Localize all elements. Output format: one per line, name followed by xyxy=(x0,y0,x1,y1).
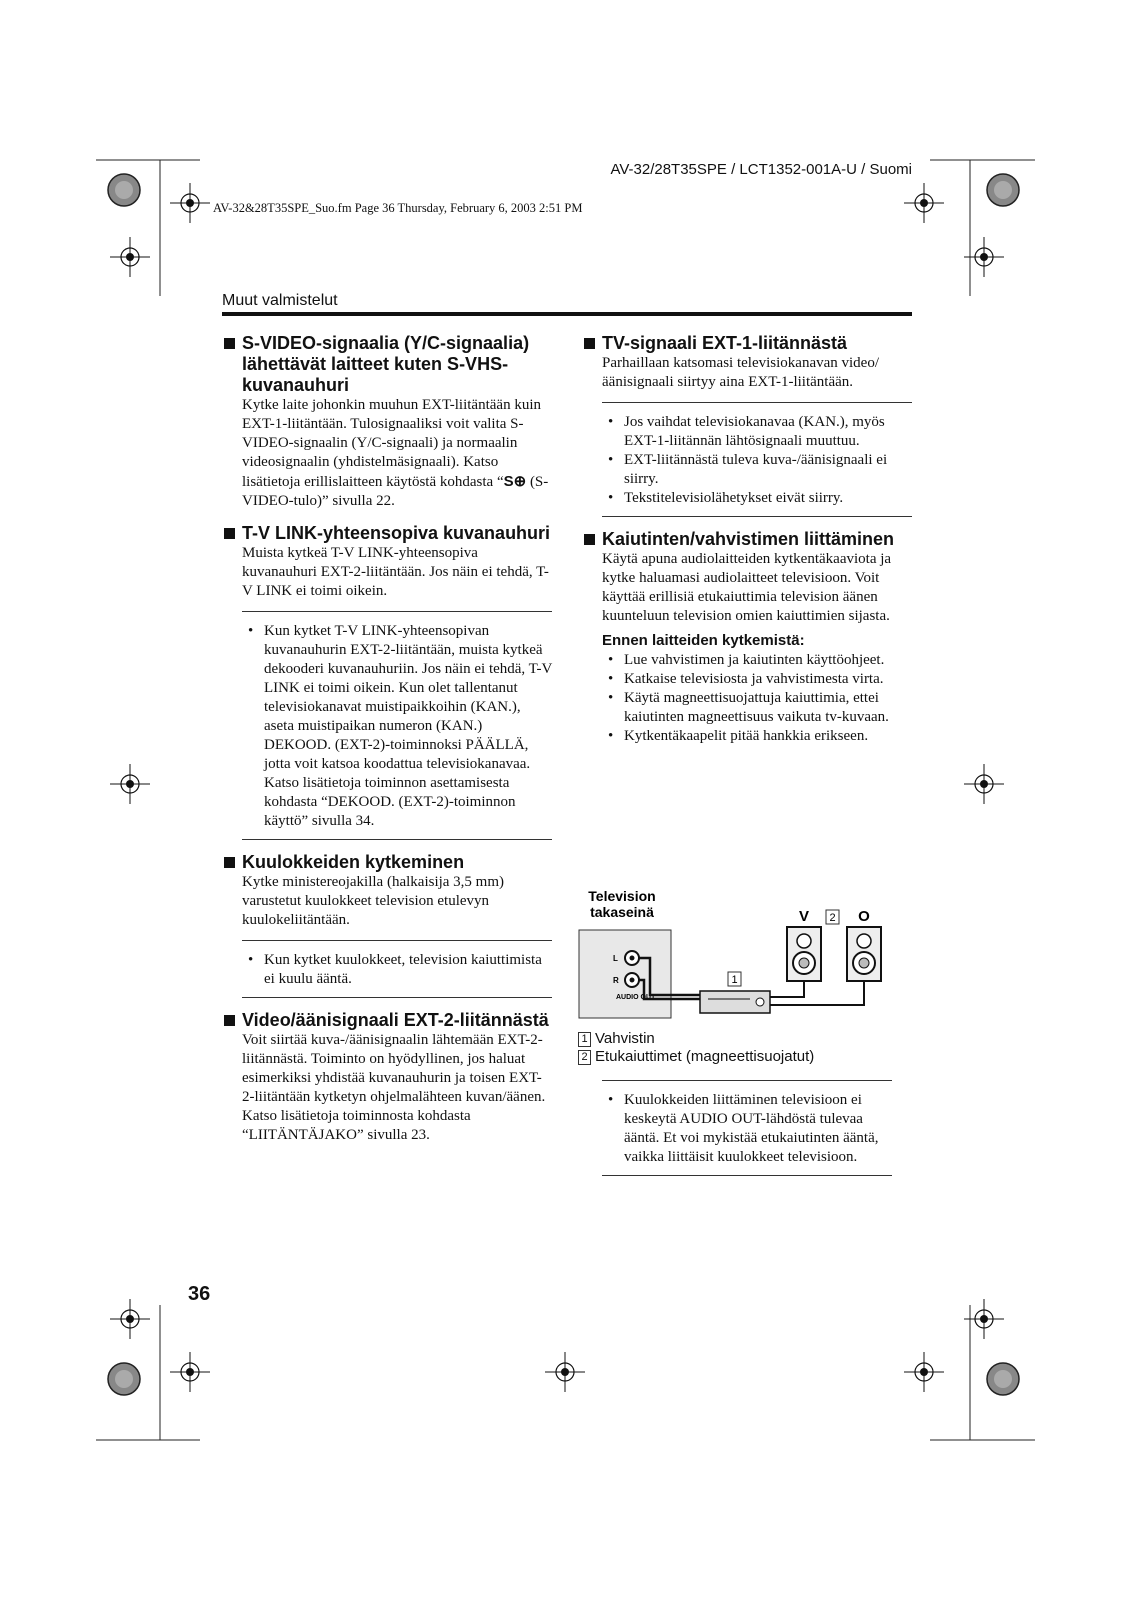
left-speaker-label: V xyxy=(798,908,810,925)
list-item: • Käytä magneettisuojattuja kaiuttimia, ettei kaiutinten magneettisuus vaikuta tv-kuvaan. xyxy=(602,689,912,727)
crosshair-mark-bottom-left xyxy=(170,1352,210,1392)
star-target-top-right xyxy=(985,172,1021,208)
model-header: AV-32/28T35SPE / LCT1352-001A-U / Suomi xyxy=(610,161,912,178)
star-target-bottom-right xyxy=(985,1361,1021,1397)
ext1-notes xyxy=(602,402,912,517)
ext1-body: Parhaillaan katsomasi televisiokanavan video/äänisignaali siirtyy aina EXT-1-liitäntään. xyxy=(602,355,880,390)
section-label: Muut valmistelut xyxy=(222,292,338,309)
ext1-note-item: • Tekstitelevisiolähetykset eivät siirry. xyxy=(602,489,912,508)
ext1-heading: TV-signaali EXT-1-liitännästä xyxy=(582,333,912,354)
before-connecting-subheading: Ennen laitteiden kytkemistä: xyxy=(602,632,805,649)
crosshair-mark-top-right xyxy=(904,183,944,223)
diagram-legend xyxy=(578,1030,814,1066)
crosshair-mark-left-middle xyxy=(110,764,150,804)
tv-link-note xyxy=(242,611,552,840)
list-item: • Katkaise televisiosta ja vahvistimesta virta. xyxy=(602,670,912,689)
s-input-symbol: S⊕ xyxy=(503,473,527,490)
file-info-line: AV-32&28T35SPE_Suo.fm Page 36 Thursday, February 6, 2003 2:51 PM xyxy=(213,201,583,215)
list-item: • Lue vahvistimen ja kaiutinten käyttöohjeet. xyxy=(602,651,912,670)
crosshair-mark-left-upper xyxy=(110,237,150,277)
tv-rear-label-2: takaseinä xyxy=(590,904,654,920)
left-column xyxy=(222,333,552,1145)
headphones-note-item: • Kun kytket kuulokkeet, television kaiuttimista ei kuulu ääntä. xyxy=(242,951,552,989)
tv-link-note-item: • Kun kytket T-V LINK-yhteensopivan kuvanauhurin EXT-2-liitäntään, muista kytkeä dekooderi kuvanauhuriin. Jos näin ei tehdä, T-V LINK ei toimi oikein. Kun olet tallentanut televisiokanavat muistipaikkoihin (KAN.), aseta muistipaikan numeron (KAN.) DEKOOD. (EXT-2)-toiminnoksi PÄÄLLÄ, jotta voit katsoa koodattua televisiokanavaa. Katso lisätietoja toiminnon asettamisesta kohdasta “DEKOOD. (EXT-2)-toiminnon käyttö” sivulla 34. xyxy=(242,622,552,831)
star-target-top-left xyxy=(106,172,142,208)
legend-item-speakers: 2 Etukaiuttimet (magneettisuojatut) xyxy=(578,1048,814,1066)
tv-rear-panel xyxy=(579,930,671,1018)
audio-out-label: AUDIO OUT xyxy=(616,994,656,1001)
s-video-heading: S-VIDEO-signaalia (Y/C-signaalia) lähettävät laitteet kuten S-VHS-kuvanauhuri xyxy=(222,333,552,396)
crosshair-mark-right-middle xyxy=(964,764,1004,804)
ext1-note-item: • EXT-liitännästä tuleva kuva-/äänisignaali ei siirry. xyxy=(602,451,912,489)
tv-rear-label-1: Television xyxy=(588,888,656,904)
headphones-heading: Kuulokkeiden kytkeminen xyxy=(222,852,552,873)
tv-link-body: Muista kytkeä T-V LINK-yhteensopiva kuvanauhuri EXT-2-liitäntään. Jos näin ei tehdä, T-V LINK ei toimi oikein. xyxy=(242,545,549,599)
callout-2-number: 2 xyxy=(829,912,836,924)
ext1-note-item: • Jos vaihdat televisiokanavaa (KAN.), myös EXT-1-liitännän lähtösignaali muuttuu. xyxy=(602,413,912,451)
crosshair-mark-bottom-center xyxy=(545,1352,585,1392)
ext2-body: Voit siirtää kuva-/äänisignaalin lähtemään EXT-2-liitännästä. Toiminto on hyödyllinen, jos haluat esimerkiksi yhdistää kuvanauhurin ja toisen EXT-2-liitäntään kytketyn ohjelmalähteen kuvan/äänen. Katso lisätietoja toiminnosta kohdasta “LIITÄNTÄJAKO” sivulla 23. xyxy=(242,1032,546,1143)
headphones-note xyxy=(242,940,552,998)
tv-link-heading: T-V LINK-yhteensopiva kuvanauhuri xyxy=(222,523,552,544)
header-rule xyxy=(222,312,912,316)
speakers-body: Käytä apuna audiolaitteiden kytkentäkaaviota ja kytke haluamasi audiolaitteet televisioon. Voit käyttää erillisiä etukaiuttimia television äänen kuunteluun television omien kaiuttimien sijasta. xyxy=(602,551,892,624)
s-video-body: Kytke laite johonkin muuhun EXT-liitäntään kuin EXT-1-liitäntään. Tulosignaaliksi voit valita S-VIDEO-signaalin (Y/C-signaali) ja normaalin videosignaalin (yhdistelmäsignaali). Katso lisätietoja erillislaitteen käytöstä kohdasta “S⊕ (S-VIDEO-tulo)” sivulla 22. xyxy=(242,397,549,509)
crosshair-mark-bottom-right xyxy=(904,1352,944,1392)
speakers-heading: Kaiutinten/vahvistimen liittäminen xyxy=(582,529,912,550)
headphones-body: Kytke ministereojakilla (halkaisija 3,5 mm) varustetut kuulokkeet television etulevyn kuulokeliitäntään. xyxy=(242,874,505,928)
crosshair-mark-top-left xyxy=(170,183,210,223)
page-number: 36 xyxy=(188,1283,211,1305)
note-item: • Kuulokkeiden liittäminen televisioon ei keskeytä AUDIO OUT-lähdöstä tulevaa ääntä. Et voi mykistää etukaiutinten ääntä, vaikka liittäisit kuulokkeet televisioon. xyxy=(602,1091,892,1167)
right-column xyxy=(582,333,912,746)
headphones-audio-out-note xyxy=(582,1080,892,1188)
right-speaker-label: O xyxy=(858,908,870,925)
star-target-bottom-left xyxy=(106,1361,142,1397)
list-item: • Kytkentäkaapelit pitää hankkia erikseen. xyxy=(602,727,912,746)
callout-1-number: 1 xyxy=(731,974,738,986)
crosshair-mark-right-upper xyxy=(964,237,1004,277)
crosshair-mark-right-lower xyxy=(964,1299,1004,1339)
ext2-heading: Video/äänisignaali EXT-2-liitännästä xyxy=(222,1010,552,1031)
speaker-connection-diagram xyxy=(578,885,898,1035)
jack-l-label: L xyxy=(613,954,618,963)
legend-item-amplifier: 1 Vahvistin xyxy=(578,1030,814,1048)
jack-r-label: R xyxy=(613,976,619,985)
before-connecting-list xyxy=(602,651,912,746)
crosshair-mark-left-lower xyxy=(110,1299,150,1339)
